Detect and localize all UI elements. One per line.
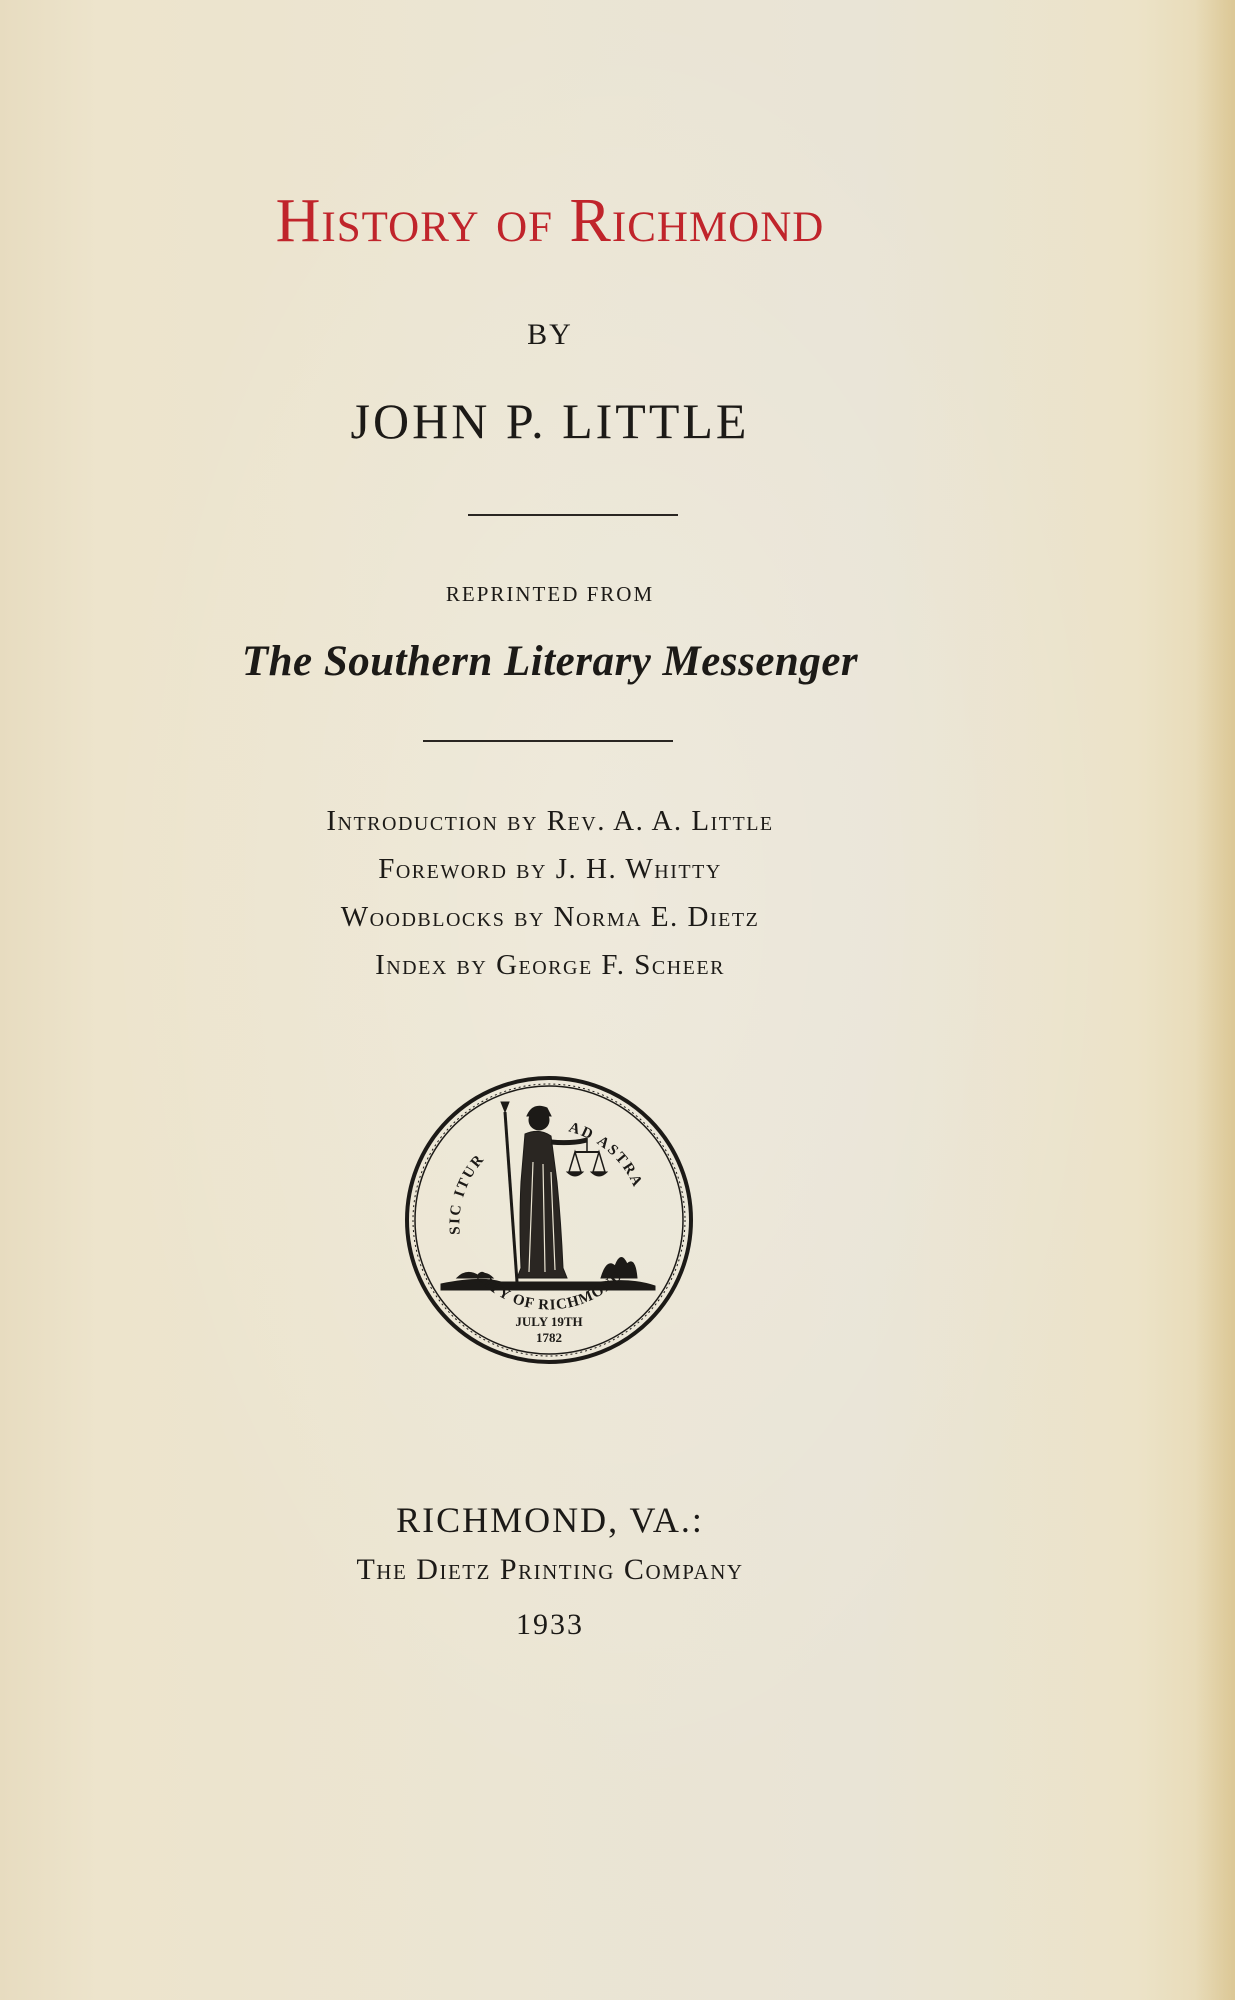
credits-list (0, 797, 1100, 989)
seal-city-name: CITY OF RICHMOND (471, 1267, 627, 1314)
imprint-year: 1933 (516, 1608, 584, 1641)
seal-motto-right: AD ASTRA (566, 1119, 646, 1191)
imprint-publisher: The Dietz Printing Company (356, 1553, 744, 1586)
credit-introduction: Introduction by Rev. A. A. Little (326, 805, 774, 837)
credit-index: Index by George F. Scheer (375, 949, 725, 981)
credit-foreword: Foreword by J. H. Whitty (378, 853, 722, 885)
city-seal-emblem (401, 1072, 697, 1368)
credit-woodblocks: Woodblocks by Norma E. Dietz (340, 901, 760, 933)
divider-rule (423, 740, 673, 742)
imprint-place: RICHMOND, VA.: (396, 1500, 704, 1540)
source-publication: The Southern Literary Messenger (241, 638, 859, 685)
book-title: History of Richmond (275, 187, 825, 255)
seal-year: 1782 (536, 1330, 562, 1345)
seal-motto-left: SIC ITUR (447, 1150, 489, 1236)
seal-figure-illustration (441, 1102, 655, 1290)
divider-rule (468, 514, 678, 516)
by-line: BY (527, 318, 573, 351)
author-name: JOHN P. LITTLE (350, 393, 750, 449)
seal-date-line: JULY 19TH (515, 1314, 583, 1329)
reprinted-from-label: REPRINTED FROM (445, 582, 655, 606)
page-edge-shading (1195, 0, 1235, 2000)
